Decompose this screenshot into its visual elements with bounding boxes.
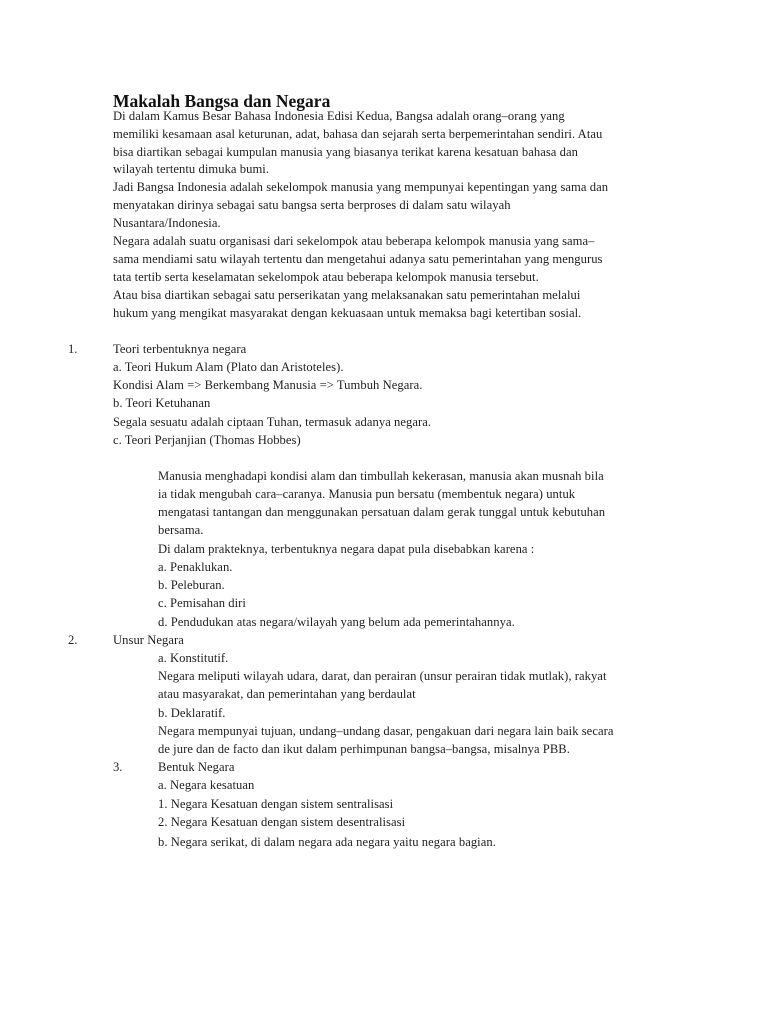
intro-line: menyatakan dirinya sebagai satu bangsa serta berproses di dalam satu wilayah xyxy=(113,198,511,212)
intro-line: Negara adalah suatu organisasi dari sekelompok atau beberapa kelompok manusia yang sama– xyxy=(113,234,595,248)
intro-line: Jadi Bangsa Indonesia adalah sekelompok manusia yang mempunyai kepentingan yang sama dan xyxy=(113,180,609,194)
intro-line: Di dalam Kamus Besar Bahasa Indonesia Edisi Kedua, Bangsa adalah orang–orang yang xyxy=(113,109,565,123)
section-line: a. Teori Hukum Alam (Plato dan Aristoteles). xyxy=(113,360,344,374)
indented-line: b. Peleburan. xyxy=(158,578,225,592)
intro-line: Atau bisa diartikan sebagai satu perserikatan yang melaksanakan satu pemerintahan melalui xyxy=(113,288,581,302)
document-title: Makalah Bangsa dan Negara xyxy=(113,91,331,111)
section-line: c. Teori Perjanjian (Thomas Hobbes) xyxy=(113,433,301,447)
indented-line: Manusia menghadapi kondisi alam dan timbullah kekerasan, manusia akan musnah bila xyxy=(158,469,604,483)
indented-line: ia tidak mengubah cara–caranya. Manusia pun bersatu (membentuk negara) untuk xyxy=(158,487,576,501)
intro-line: wilayah tertentu dimuka bumi. xyxy=(113,162,270,176)
section-line: Negara mempunyai tujuan, undang–undang dasar, pengakuan dari negara lain baik secara xyxy=(158,724,614,738)
intro-line: memiliki kesamaan asal keturunan, adat, bahasa dan sejarah serta berpemerintahan sendiri. Atau xyxy=(113,127,603,141)
section-heading: Teori terbentuknya negara xyxy=(113,342,247,356)
intro-line: bisa diartikan sebagai kumpulan manusia yang biasanya terikat karena kesatuan bahasa dan xyxy=(113,145,578,159)
section-number: 1. xyxy=(68,342,78,356)
section-line: b. Deklaratif. xyxy=(158,706,226,720)
section-number: 2. xyxy=(68,633,78,647)
section-line: b. Teori Ketuhanan xyxy=(113,396,211,410)
intro-line: hukum yang mengikat masyarakat dengan kekuasaan untuk memaksa bagi ketertiban sosial. xyxy=(113,306,582,320)
section-line: de jure dan de facto dan ikut dalam perhimpunan bangsa–bangsa, misalnya PBB. xyxy=(158,742,570,756)
indented-line: a. Penaklukan. xyxy=(158,560,233,574)
indented-line: c. Pemisahan diri xyxy=(158,596,246,610)
section-line: 1. Negara Kesatuan dengan sistem sentralisasi xyxy=(158,797,394,811)
intro-line: tata tertib serta keselamatan sekelompok atau beberapa kelompok manusia tersebut. xyxy=(113,270,539,284)
indented-line: Di dalam prakteknya, terbentuknya negara dapat pula disebabkan karena : xyxy=(158,542,535,556)
section-line: a. Konstitutif. xyxy=(158,651,229,665)
section-line: b. Negara serikat, di dalam negara ada negara yaitu negara bagian. xyxy=(158,835,496,849)
section-line: Negara meliputi wilayah udara, darat, dan perairan (unsur perairan tidak mutlak), rakyat xyxy=(158,669,607,683)
section-line: a. Negara kesatuan xyxy=(158,778,255,792)
section-line: 2. Negara Kesatuan dengan sistem desentralisasi xyxy=(158,815,406,829)
section-heading: Bentuk Negara xyxy=(158,760,235,774)
indented-line: d. Pendudukan atas negara/wilayah yang belum ada pemerintahannya. xyxy=(158,615,515,629)
section-line: Kondisi Alam => Berkembang Manusia => Tumbuh Negara. xyxy=(113,378,423,392)
section-line: Segala sesuatu adalah ciptaan Tuhan, termasuk adanya negara. xyxy=(113,415,432,429)
indented-line: bersama. xyxy=(158,523,204,537)
section-line: atau masyarakat, dan pemerintahan yang berdaulat xyxy=(158,687,416,701)
section-heading: Unsur Negara xyxy=(113,633,184,647)
indented-line: mengatasi tantangan dan menggunakan persatuan dalam gerak tunggal untuk kebutuhan xyxy=(158,505,606,519)
section-number: 3. xyxy=(113,760,123,774)
intro-line: sama mendiami satu wilayah tertentu dan mengetahui adanya satu pemerintahan yang mengurus xyxy=(113,252,603,266)
intro-line: Nusantara/Indonesia. xyxy=(113,216,221,230)
